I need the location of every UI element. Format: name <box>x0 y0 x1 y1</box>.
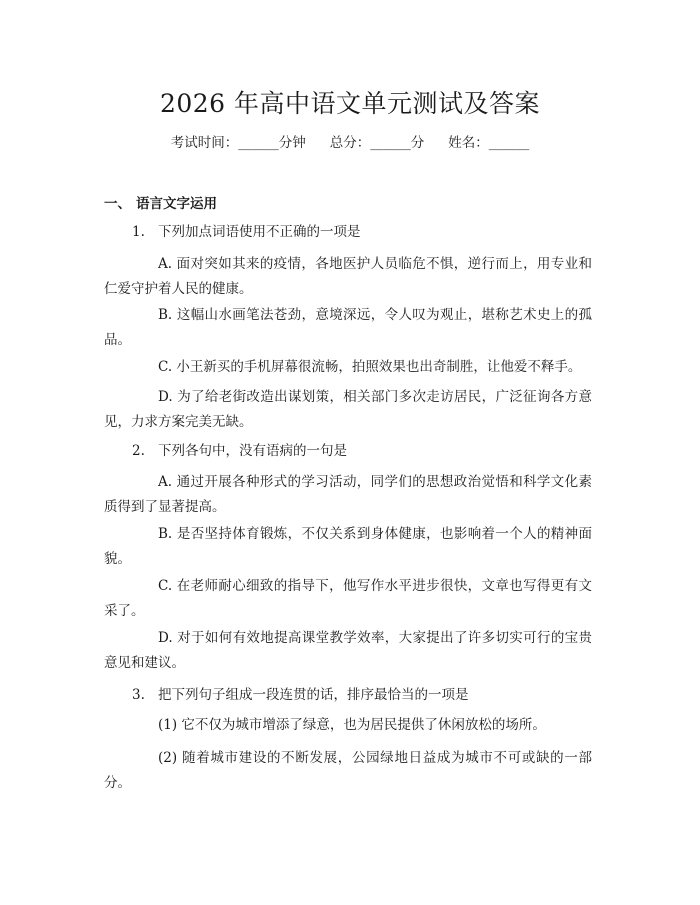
q1-option-c: C. 小王新买的手机屏幕很流畅，拍照效果也出奇制胜，让他爱不释手。 <box>158 359 582 375</box>
q2-option-b: B. 是否坚持体育锻炼，不仅关系到身体健康，也影响着一个人的精神面貌。 <box>104 526 592 567</box>
question-number: 3. <box>132 687 145 703</box>
q2-option-a: A. 通过开展各种形式的学习活动，同学们的思想政治觉悟和科学文化素质得到了显著提高。 <box>104 474 592 515</box>
exam-meta <box>0 131 700 151</box>
q1-option-a: A. 面对突如其来的疫情，各地医护人员临危不惧，逆行而上，用专业和仁爱守护着人民的健康。 <box>104 256 592 297</box>
question-text: 下列各句中，没有语病的一句是 <box>158 443 347 459</box>
exam-time: 考试时间：______分钟 <box>170 135 306 151</box>
exam-score: 总分：______分 <box>329 135 425 151</box>
q2-option-d: D. 对于如何有效地提高课堂教学效率，大家提出了许多切实可行的宝贵意见和建议。 <box>104 630 592 671</box>
question-text: 下列加点词语使用不正确的一项是 <box>158 224 361 240</box>
q3-sentence-1: (1) 它不仅为城市增添了绿意，也为居民提供了休闲放松的场所。 <box>158 717 546 733</box>
question-3-stem <box>132 683 592 708</box>
question-2-stem <box>132 439 592 464</box>
section-heading <box>104 192 217 212</box>
exam-name: 姓名：______ <box>448 135 530 151</box>
question-text: 把下列句子组成一段连贯的话，排序最恰当的一项是 <box>158 687 469 703</box>
section-number: 一、 <box>104 196 131 212</box>
question-number: 1. <box>132 224 145 240</box>
q1-option-b: B. 这幅山水画笔法苍劲，意境深远，令人叹为观止，堪称艺术史上的孤品。 <box>104 307 592 348</box>
q2-option-c: C. 在老师耐心细致的指导下，他写作水平进步很快，文章也写得更有文采了。 <box>104 578 592 619</box>
page-title: 2026 年高中语文单元测试及答案 <box>159 89 541 118</box>
question-1-stem <box>132 220 592 245</box>
q1-option-d: D. 为了给老街改造出谋划策，相关部门多次走访居民，广泛征询各方意见，力求方案完美无缺。 <box>104 389 592 430</box>
question-number: 2. <box>132 443 145 459</box>
section-label: 语言文字运用 <box>136 196 217 212</box>
q3-sentence-2: (2) 随着城市建设的不断发展，公园绿地日益成为城市不可或缺的一部分。 <box>104 750 592 791</box>
